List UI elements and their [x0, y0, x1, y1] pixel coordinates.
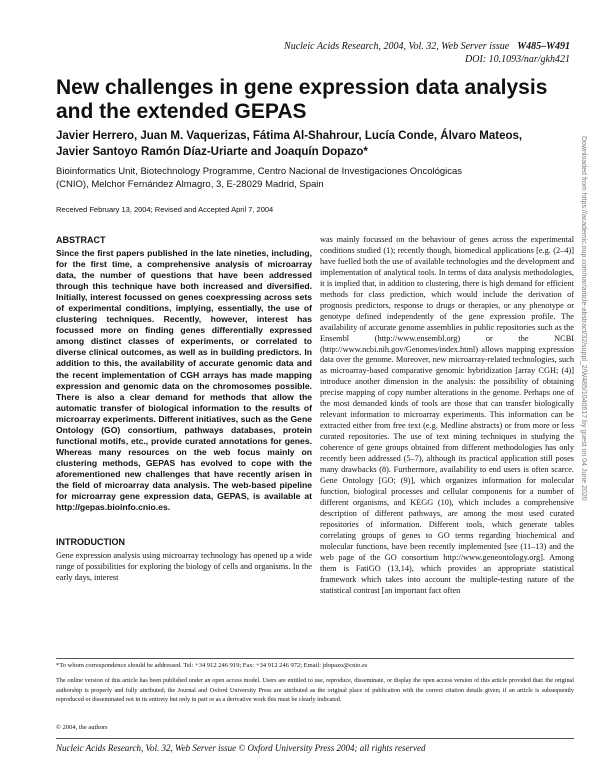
- abstract-heading: ABSTRACT: [56, 235, 106, 245]
- journal-citation-line: [284, 40, 570, 53]
- author-list: Javier Herrero, Juan M. Vaquerizas, Fátima Al-Shahrour, Lucía Conde, Álvaro Mateos, Javier Santoyo Ramón Díaz-Uriarte and Joaquín Dopazo*: [56, 130, 523, 158]
- copyright-notice: © 2004, the authors: [56, 724, 108, 731]
- page-range: W485–W491: [517, 41, 570, 52]
- footer-divider: [56, 738, 574, 739]
- introduction-heading: INTRODUCTION: [56, 537, 125, 548]
- abstract-text: Since the first papers published in the late nineties, including, for the first time, a comprehensive analysis of microarray data, the number of questions that have been addressed through this technique have both increased and diversified. Initially, interest focussed on genes coexpressing across sets of experimental conditions, implying, essentially, the use of clustering techniques. Recently, however, interest has focussed more on finding genes differentially expressed among distinct classes of experiments, or correlated to diverse clinical outcomes, as well as in building predictors. In addition to this, the availability of accurate genomic data and the recent implementation of CGH arrays has made mapping expression and genomic data on the chromosomes possible. There is also a clear demand for methods that allow the automatic transfer of biological information to the results of microarray experiments. Different initiatives, such as the Gene Ontology (GO) consortium, pathways databases, protein functional motifs, etc., provide curated annotations for genes. Whereas many resources on the web focus mainly on clustering methods, GEPAS has evolved to cope with the aforementioned new challenges that have recently arisen in the field of microarray data analysis. The web-based pipeline for microarray gene expression data, GEPAS, is available at http://gepas.bioinfo.cnio.es.: [56, 248, 312, 513]
- left-column: [56, 235, 312, 583]
- introduction-text: Gene expression analysis using microarray technology has opened up a wide range of possibilities for exploring the biology of cells and organisms. In the early days, interest: [56, 551, 312, 583]
- received-dates: Received February 13, 2004; Revised and Accepted April 7, 2004: [56, 205, 274, 214]
- footnote-divider: [56, 658, 574, 659]
- journal-name: Nucleic Acids Research, 2004, Vol. 32, Web Server issue: [284, 41, 510, 52]
- open-access-license: The online version of this article has been published under an open access model. Users are entitled to use, reproduce, disseminate, or display the open access version of this article provided that: the original authorship is properly and fully attributed; the Journal and Oxford University Press are attributed as the original place of publication with the correct citation details given; if an article is subsequently reproduced or disseminated not in its entirety but only in part or as a derivative work this must be clearly indicated.: [56, 677, 574, 703]
- running-header: [284, 40, 570, 66]
- correspondence-footnote: *To whom correspondence should be addressed. Tel: +34 912 246 919; Fax: +34 912 246 972; Email: jdopazo@cnio.es: [56, 662, 368, 669]
- affiliation: Bioinformatics Unit, Biotechnology Programme, Centro Nacional de Investigaciones Oncológicas (CNIO), Melchor Fernández Almagro, 3, E-28029 Madrid, Spain: [56, 166, 463, 190]
- right-column: [320, 235, 574, 596]
- right-column-text: was mainly focussed on the behaviour of genes across the experimental conditions studied (1); recently though, biomedical applications [e.g. (2–4)] have fuelled both the use of available technologies and the development and implementation of analytical tools. In terms of data analysis methodologies, it is implied that, in addition to clustering, there is high demand for efficient methods for class prediction, which would include the derivation of prognosis predictors, response to drugs or therapies, or any phenotype or genotype defined independently of the gene expression profile. The availability of accurate genome assemblies in public repositories such as the Ensembl (http://www.ensembl.org) or the NCBI (http://www.ncbi.nih.gov/Genomes/index.html) allows mapping expression data over the genome. Moreover, new microarray-related technologies, such as microarray-based comparative genomic hybridization [array CGH; (4)] introduce another dimension in the analysis: the possibility of obtaining precise mapping of copy number alterations in the genome. Perhaps one of the most demanded kinds of tools are those that can transfer biologically relevant information to microarray experiments. This information can be extracted either from free text (e.g. Medline abstracts) or from more or less curated repositories. The use of text mining techniques in studying the coherence of gene groups obtained from different methodologies has only recently been addressed (5–7), although its practical application still poses many drawbacks (8). Furthermore, availability to end users is often scarce. Gene Ontology [GO; (9)], which organizes information for molecular function, biological processes and cellular components for a number of different organisms, and KEGG (10), which includes a comprehensive description of different pathways, are among the most used curated repositories of information. Different tools, which generate tables correlating groups of genes to GO terms regarding biochemical and molecular functions, have been recently implemented [see (11–13) and the web page of the GO consortium http://www.geneontology.org]. Among them is FatiGO (13,14), which provides an appropriate statistical framework which takes into account the multiple-testing nature of the statistical contrast [an important fact often: [320, 235, 574, 595]
- journal-footer: Nucleic Acids Research, Vol. 32, Web Server issue © Oxford University Press 2004; all rights reserved: [56, 743, 426, 753]
- download-watermark: Downloaded from https://academic.oup.com/nar/article-abstract/32/suppl_2/W485/1040617 by guest on 04 June 2020: [580, 136, 587, 501]
- paper-title: New challenges in gene expression data analysis and the extended GEPAS: [56, 76, 548, 123]
- doi: DOI: 10.1093/nar/gkh421: [465, 54, 570, 65]
